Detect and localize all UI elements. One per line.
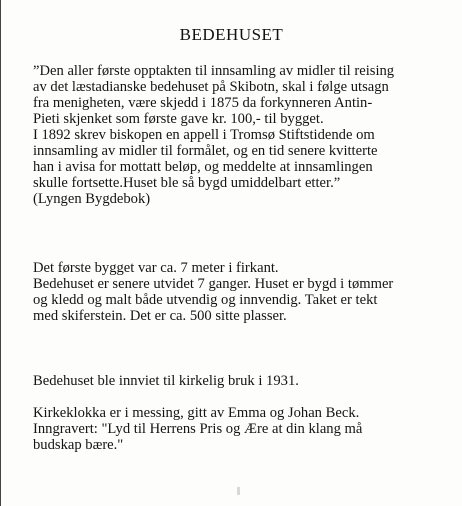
text-line: innsamling av midler til formålet, og en tid senere kvitterte: [33, 143, 378, 159]
building-paragraph: [33, 260, 452, 324]
inauguration-paragraph: [33, 373, 452, 389]
text-line: ”Den aller første opptakten til innsamling av midler til reising: [33, 63, 395, 79]
text-line: skulle fortsette.Huset ble så bygd umiddelbart etter.”: [33, 175, 341, 191]
text-line: han i avisa for mottatt beløp, og meddelte at innsamlingen: [33, 159, 373, 175]
scan-speck: [237, 487, 240, 495]
text-line: og kledd og malt både utvendig og innvendig. Taket er tekt: [33, 292, 378, 308]
text-line: Pieti skjenket som første gave kr. 100,- til bygget.: [33, 111, 324, 127]
text-line: Kirkeklokka er i messing, gitt av Emma og Johan Beck.: [33, 405, 360, 421]
text-line: av det læstadianske bedehuset på Skibotn, skal i følge utsagn: [33, 79, 389, 95]
text-line: I 1892 skrev biskopen en appell i Tromsø Stiftstidende om: [33, 127, 375, 143]
text-line: budskap bære.": [33, 437, 124, 453]
text-line: Det første bygget var ca. 7 meter i firkant.: [33, 260, 279, 276]
page-title: BEDEHUSET: [179, 25, 284, 44]
text-line: med skiferstein. Det er ca. 500 sitte plasser.: [33, 308, 287, 324]
text-line: Inngravert: "Lyd til Herrens Pris og Ære at din klang må: [33, 421, 363, 437]
text-line: fra menigheten, være skjedd i 1875 da forkynneren Antin-: [33, 95, 373, 111]
text-line: Bedehuset er senere utvidet 7 ganger. Huset er bygd i tømmer: [33, 276, 394, 292]
text-line: Bedehuset ble innviet til kirkelig bruk i 1931.: [33, 373, 299, 389]
source-citation: (Lyngen Bygdebok): [33, 191, 151, 207]
quote-paragraph: [33, 63, 452, 207]
church-bell-paragraph: [33, 405, 452, 453]
